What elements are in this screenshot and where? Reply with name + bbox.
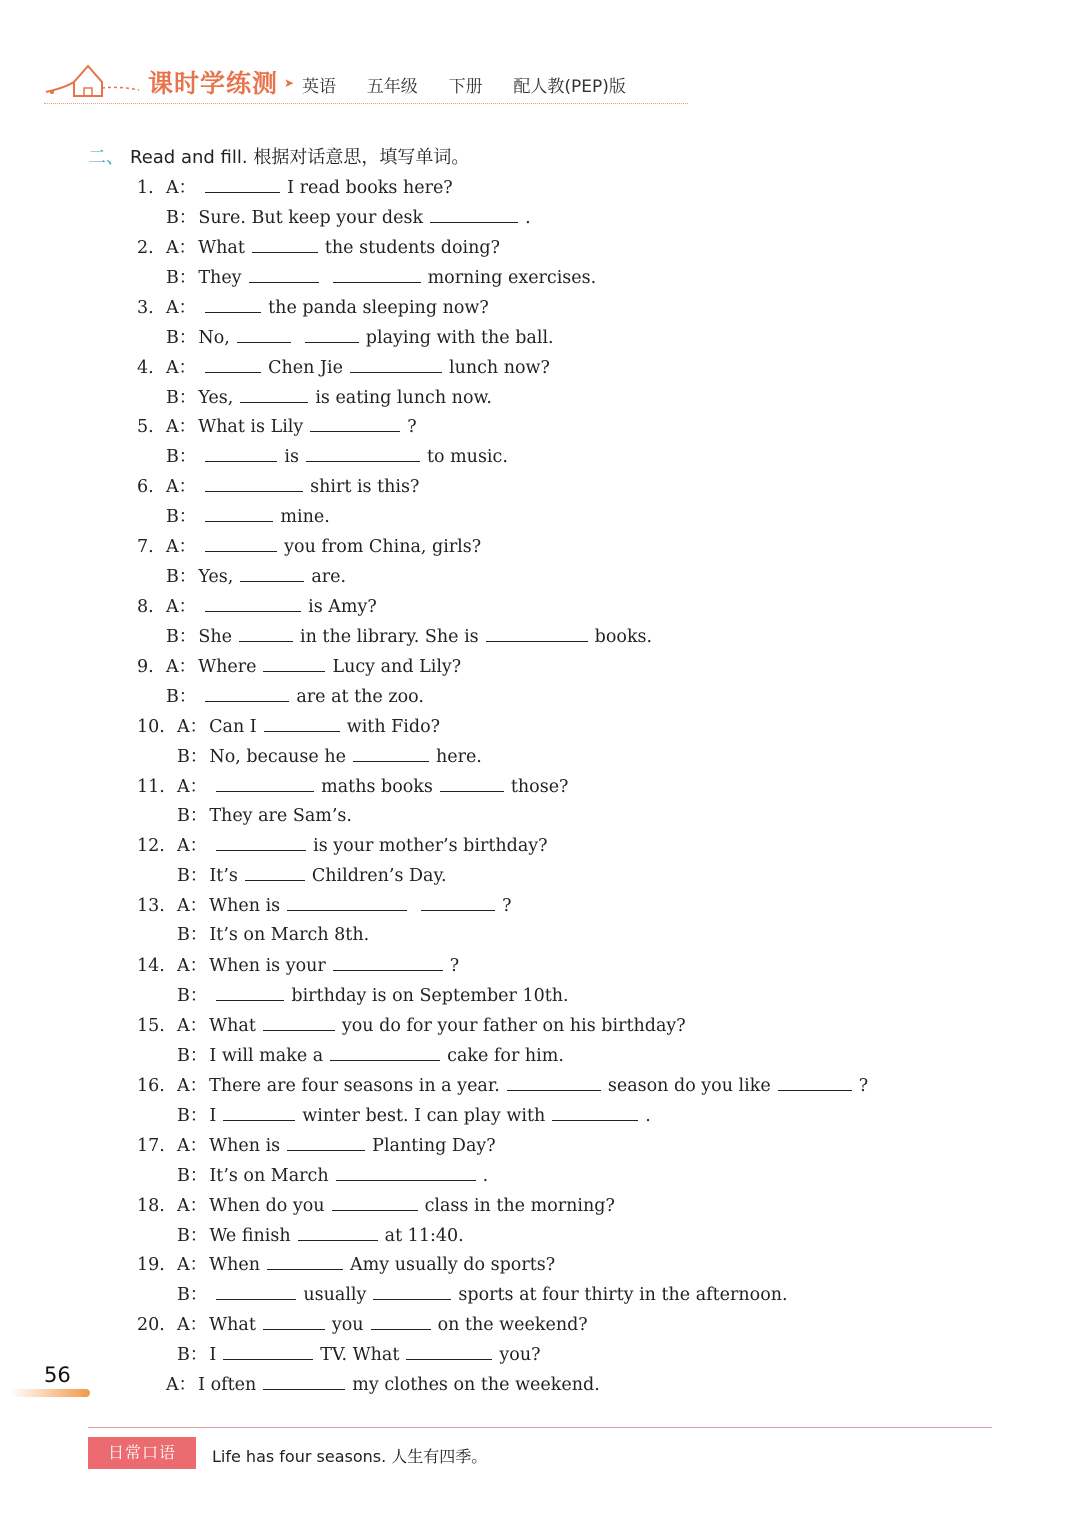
exercise-line <box>166 266 596 289</box>
exercise-line <box>166 505 330 528</box>
fill-blank[interactable] <box>507 1074 601 1091</box>
dialogue-text: . <box>525 207 531 228</box>
dialogue-text: It’s on March 8th. <box>209 925 370 946</box>
fill-blank[interactable] <box>353 745 429 762</box>
fill-blank[interactable] <box>778 1074 852 1091</box>
fill-blank[interactable] <box>205 505 273 522</box>
house-logo-icon <box>44 58 144 108</box>
question-number: 18. <box>137 1195 165 1216</box>
question-number: 17. <box>137 1135 165 1156</box>
fill-blank[interactable] <box>249 266 319 283</box>
fill-blank[interactable] <box>430 206 518 223</box>
dialogue-text: They are Sam’s. <box>209 805 352 826</box>
dialogue-text: on the weekend? <box>437 1315 588 1336</box>
dialogue-text: you? <box>499 1345 541 1366</box>
exercise-line <box>137 356 550 379</box>
arrow-icon: ➤ <box>284 76 295 90</box>
speaker-label: A： <box>166 537 197 558</box>
speaker-label: B： <box>166 567 197 588</box>
question-number: 9. <box>137 656 154 677</box>
dialogue-text: Chen Jie <box>268 357 343 378</box>
dialogue-text: sports at four thirty in the afternoon. <box>458 1285 788 1306</box>
speaker-label: B： <box>177 1345 208 1366</box>
dialogue-text: I often <box>198 1375 257 1396</box>
dialogue-text: are. <box>311 567 347 588</box>
section-number: 二、 <box>88 147 124 168</box>
exercise-line <box>137 535 481 558</box>
exercise-line <box>166 1373 600 1396</box>
fill-blank[interactable] <box>216 1283 296 1300</box>
dialogue-text: the panda sleeping now? <box>268 297 489 318</box>
fill-blank[interactable] <box>332 1194 418 1211</box>
fill-blank[interactable] <box>205 595 301 612</box>
fill-blank[interactable] <box>205 475 303 492</box>
dialogue-text: in the library. She is <box>300 626 479 647</box>
fill-blank[interactable] <box>336 1164 476 1181</box>
speaker-label: B： <box>177 986 208 1007</box>
dialogue-text: playing with the ball. <box>365 327 554 348</box>
speaker-label: B： <box>166 447 197 468</box>
exercise-line <box>177 1044 564 1067</box>
speaker-label: A： <box>177 1315 208 1336</box>
dialogue-text: When <box>209 1255 261 1276</box>
speaker-label: A： <box>177 1016 208 1037</box>
exercise-line <box>166 625 652 648</box>
question-number: 13. <box>137 896 165 917</box>
dialogue-text: When is <box>209 1135 281 1156</box>
dialogue-text: Planting Day? <box>372 1135 496 1156</box>
dialogue-text: my clothes on the weekend. <box>352 1375 600 1396</box>
speaker-label: B： <box>177 1225 208 1246</box>
dialogue-text: winter best. I can play with <box>302 1105 546 1126</box>
dialogue-text: I read books here? <box>287 178 453 198</box>
fill-blank[interactable] <box>252 236 318 253</box>
fill-blank[interactable] <box>552 1104 638 1121</box>
exercise-line <box>137 296 489 319</box>
dialogue-text: is <box>284 447 299 468</box>
dialogue-text: When do you <box>209 1195 325 1216</box>
speaker-label: A： <box>166 1375 197 1396</box>
dialogue-text: cake for him. <box>447 1045 564 1066</box>
fill-blank[interactable] <box>237 326 291 343</box>
exercise-line <box>137 655 461 678</box>
dialogue-text: is eating lunch now. <box>315 387 492 408</box>
exercise-line <box>177 1283 788 1306</box>
dialogue-text: TV. What <box>320 1345 400 1366</box>
exercise-line <box>177 745 482 768</box>
dialogue-text: ? <box>858 1075 869 1096</box>
exercise-line <box>177 1164 488 1187</box>
exercise-line <box>137 715 440 738</box>
dialogue-text: Yes, <box>198 567 234 588</box>
fill-blank[interactable] <box>373 1283 451 1300</box>
exercise-line <box>137 1253 555 1276</box>
dialogue-text: I will make a <box>209 1045 324 1066</box>
fill-blank[interactable] <box>371 1313 431 1330</box>
footer-badge: 日常口语 <box>88 1437 196 1469</box>
fill-blank[interactable] <box>330 1044 440 1061</box>
question-number: 8. <box>137 597 154 618</box>
exercise-line <box>177 805 352 827</box>
question-number: 11. <box>137 776 165 797</box>
exercise-line <box>177 924 369 946</box>
dialogue-text: When is your <box>209 956 326 977</box>
dialogue-text: with Fido? <box>346 716 441 737</box>
fill-blank[interactable] <box>298 1224 378 1241</box>
fill-blank[interactable] <box>421 894 495 911</box>
fill-blank[interactable] <box>245 864 305 881</box>
exercise-line <box>137 1194 615 1217</box>
exercise-line <box>177 1343 540 1366</box>
dialogue-text: Amy usually do sports? <box>350 1255 556 1276</box>
dialogue-text: What <box>198 237 245 258</box>
speaker-label: A： <box>177 1075 208 1096</box>
dialogue-text: It’s on March <box>209 1165 329 1186</box>
exercise-line <box>166 326 554 349</box>
dialogue-text: to music. <box>426 447 508 468</box>
fill-blank[interactable] <box>310 415 400 432</box>
speaker-label: B： <box>177 1045 208 1066</box>
question-number: 2. <box>137 237 154 258</box>
question-number: 12. <box>137 836 165 857</box>
fill-blank[interactable] <box>205 296 261 313</box>
speaker-label: B： <box>166 686 197 707</box>
dialogue-text: are at the zoo. <box>296 686 424 707</box>
exercise-line <box>166 445 508 468</box>
question-number: 6. <box>137 477 154 498</box>
exercise-line <box>137 475 419 498</box>
fill-blank[interactable] <box>263 655 325 672</box>
fill-blank[interactable] <box>216 775 314 792</box>
speaker-label: A： <box>177 836 208 857</box>
speaker-label: A： <box>177 716 208 737</box>
page-header <box>44 58 694 108</box>
fill-blank[interactable] <box>205 685 289 702</box>
header-divider <box>44 103 688 104</box>
dialogue-text: the students doing? <box>324 237 500 258</box>
question-number: 3. <box>137 297 154 318</box>
fill-blank[interactable] <box>240 386 308 403</box>
dialogue-text: ? <box>407 417 417 438</box>
dialogue-text: lunch now? <box>448 357 550 378</box>
speaker-label: B： <box>166 387 197 408</box>
speaker-label: A： <box>166 477 197 498</box>
dialogue-text: here. <box>435 746 482 767</box>
section-instruction: Read and fill. 根据对话意思，填写单词。 <box>130 147 470 168</box>
speaker-label: A： <box>166 417 197 438</box>
exercise-line <box>137 236 500 259</box>
exercise-line <box>177 1104 651 1127</box>
exercise-line <box>177 1224 464 1247</box>
speaker-label: A： <box>166 357 197 378</box>
fill-blank[interactable] <box>263 1014 335 1031</box>
dialogue-text: ? <box>502 896 512 917</box>
speaker-label: B： <box>177 805 208 826</box>
dialogue-text: you from China, girls? <box>284 537 482 558</box>
fill-blank[interactable] <box>267 1253 343 1270</box>
fill-blank[interactable] <box>223 1104 295 1121</box>
fill-blank[interactable] <box>205 445 277 462</box>
question-number: 7. <box>137 537 154 558</box>
dialogue-text: class in the morning? <box>424 1195 615 1216</box>
fill-blank[interactable] <box>406 1343 492 1360</box>
exercise-line <box>137 894 512 917</box>
fill-blank[interactable] <box>306 445 420 462</box>
dialogue-text: There are four seasons in a year. <box>209 1075 500 1096</box>
question-number: 16. <box>137 1075 165 1096</box>
fill-blank[interactable] <box>264 715 340 732</box>
exercise-line <box>137 954 459 977</box>
question-number: 15. <box>137 1016 165 1037</box>
fill-blank[interactable] <box>216 834 306 851</box>
dialogue-text: It’s <box>209 866 238 887</box>
footer-divider <box>88 1427 992 1428</box>
dialogue-text: is your mother’s birthday? <box>313 836 548 857</box>
question-number: 14. <box>137 956 165 977</box>
exercise-line <box>177 984 569 1007</box>
fill-blank[interactable] <box>333 266 421 283</box>
fill-blank[interactable] <box>350 356 442 373</box>
dialogue-text: What <box>209 1016 256 1037</box>
dialogue-text: mine. <box>280 507 330 528</box>
speaker-label: B： <box>177 746 208 767</box>
speaker-label: B： <box>177 1105 208 1126</box>
speaker-label: B： <box>177 925 208 946</box>
exercise-line <box>137 415 417 438</box>
dialogue-text: Sure. But keep your desk <box>198 207 424 228</box>
fill-blank[interactable] <box>223 1343 313 1360</box>
exercise-line <box>177 864 447 887</box>
fill-blank[interactable] <box>216 984 284 1001</box>
speaker-label: A： <box>177 1135 208 1156</box>
fill-blank[interactable] <box>240 565 304 582</box>
exercise-line <box>137 1313 588 1336</box>
exercise-line <box>166 565 346 588</box>
page-number: 56 <box>44 1363 71 1387</box>
dialogue-text: books. <box>594 626 653 647</box>
speaker-label: B： <box>166 626 197 647</box>
fill-blank[interactable] <box>239 625 293 642</box>
exercise-line <box>137 834 548 857</box>
speaker-label: A： <box>166 597 197 618</box>
speaker-label: A： <box>166 178 197 198</box>
speaker-label: B： <box>166 327 197 348</box>
fill-blank[interactable] <box>205 356 261 373</box>
dialogue-text: season do you like <box>607 1075 771 1096</box>
footer-quote: Life has four seasons. 人生有四季。 <box>212 1447 488 1466</box>
fill-blank[interactable] <box>440 775 504 792</box>
speaker-label: A： <box>177 956 208 977</box>
exercise-line <box>137 1014 686 1037</box>
speaker-label: A： <box>166 656 197 677</box>
question-number: 10. <box>137 716 165 737</box>
speaker-label: B： <box>166 207 197 228</box>
dialogue-text: No, because he <box>209 746 346 767</box>
exercise-line <box>137 1134 496 1157</box>
question-number: 4. <box>137 357 154 378</box>
dialogue-text: . <box>645 1105 651 1126</box>
fill-blank[interactable] <box>333 954 443 971</box>
dialogue-text: those? <box>510 776 569 797</box>
fill-blank[interactable] <box>486 625 588 642</box>
speaker-label: A： <box>177 1255 208 1276</box>
dialogue-text: Children’s Day. <box>311 866 447 887</box>
dialogue-text: is Amy? <box>308 597 377 618</box>
question-number: 1. <box>137 178 154 198</box>
question-number: 20. <box>137 1315 165 1336</box>
exercise-line <box>166 206 531 229</box>
exercise-line <box>137 176 453 199</box>
section-heading <box>88 143 469 169</box>
dialogue-text: you <box>331 1315 364 1336</box>
dialogue-text: They <box>198 267 242 288</box>
speaker-label: B： <box>177 866 208 887</box>
dialogue-text: at 11:40. <box>384 1225 464 1246</box>
page-number-bar <box>10 1389 90 1397</box>
speaker-label: B： <box>166 507 197 528</box>
dialogue-text: usually <box>303 1285 367 1306</box>
dialogue-text: ? <box>449 956 460 977</box>
dialogue-text: She <box>198 626 232 647</box>
fill-blank[interactable] <box>263 1313 325 1330</box>
speaker-label: B： <box>177 1165 208 1186</box>
dialogue-text: When is <box>209 896 281 917</box>
speaker-label: B： <box>166 267 197 288</box>
dialogue-text: What is Lily <box>198 417 304 438</box>
fill-blank[interactable] <box>287 1134 365 1151</box>
dialogue-text: shirt is this? <box>310 477 420 498</box>
dialogue-text: . <box>482 1165 489 1186</box>
question-number: 19. <box>137 1255 165 1276</box>
fill-blank[interactable] <box>287 894 407 911</box>
dialogue-text: Lucy and Lily? <box>332 656 462 677</box>
fill-blank[interactable] <box>205 535 277 552</box>
fill-blank[interactable] <box>305 326 359 343</box>
fill-blank[interactable] <box>263 1373 345 1390</box>
dialogue-text: birthday is on September 10th. <box>291 986 569 1007</box>
exercise-line <box>137 595 377 618</box>
dialogue-text: maths books <box>321 776 433 797</box>
fill-blank[interactable] <box>205 176 280 193</box>
dialogue-text: you do for your father on his birthday? <box>341 1016 686 1037</box>
dialogue-text: What <box>209 1315 256 1336</box>
book-subtitle: 英语 五年级 下册 配人教(PEP)版 <box>302 77 626 97</box>
dialogue-text: Where <box>198 656 257 677</box>
exercise-line <box>166 685 424 708</box>
dialogue-text: We finish <box>209 1225 291 1246</box>
speaker-label: A： <box>177 776 208 797</box>
dialogue-text: I <box>209 1345 217 1366</box>
speaker-label: A： <box>177 896 208 917</box>
dialogue-text: morning exercises. <box>427 267 597 288</box>
speaker-label: B： <box>177 1285 208 1306</box>
dialogue-text: Yes, <box>198 387 234 408</box>
speaker-label: A： <box>166 237 197 258</box>
dialogue-text: I <box>209 1105 217 1126</box>
exercise-line <box>137 1074 868 1097</box>
dialogue-text: Can I <box>209 716 257 737</box>
brand-title: 课时学练测 <box>148 69 279 98</box>
question-number: 5. <box>137 417 154 438</box>
dialogue-text: No, <box>198 327 230 348</box>
exercise-line <box>137 775 568 798</box>
speaker-label: A： <box>177 1195 208 1216</box>
speaker-label: A： <box>166 297 197 318</box>
exercise-line <box>166 386 492 409</box>
